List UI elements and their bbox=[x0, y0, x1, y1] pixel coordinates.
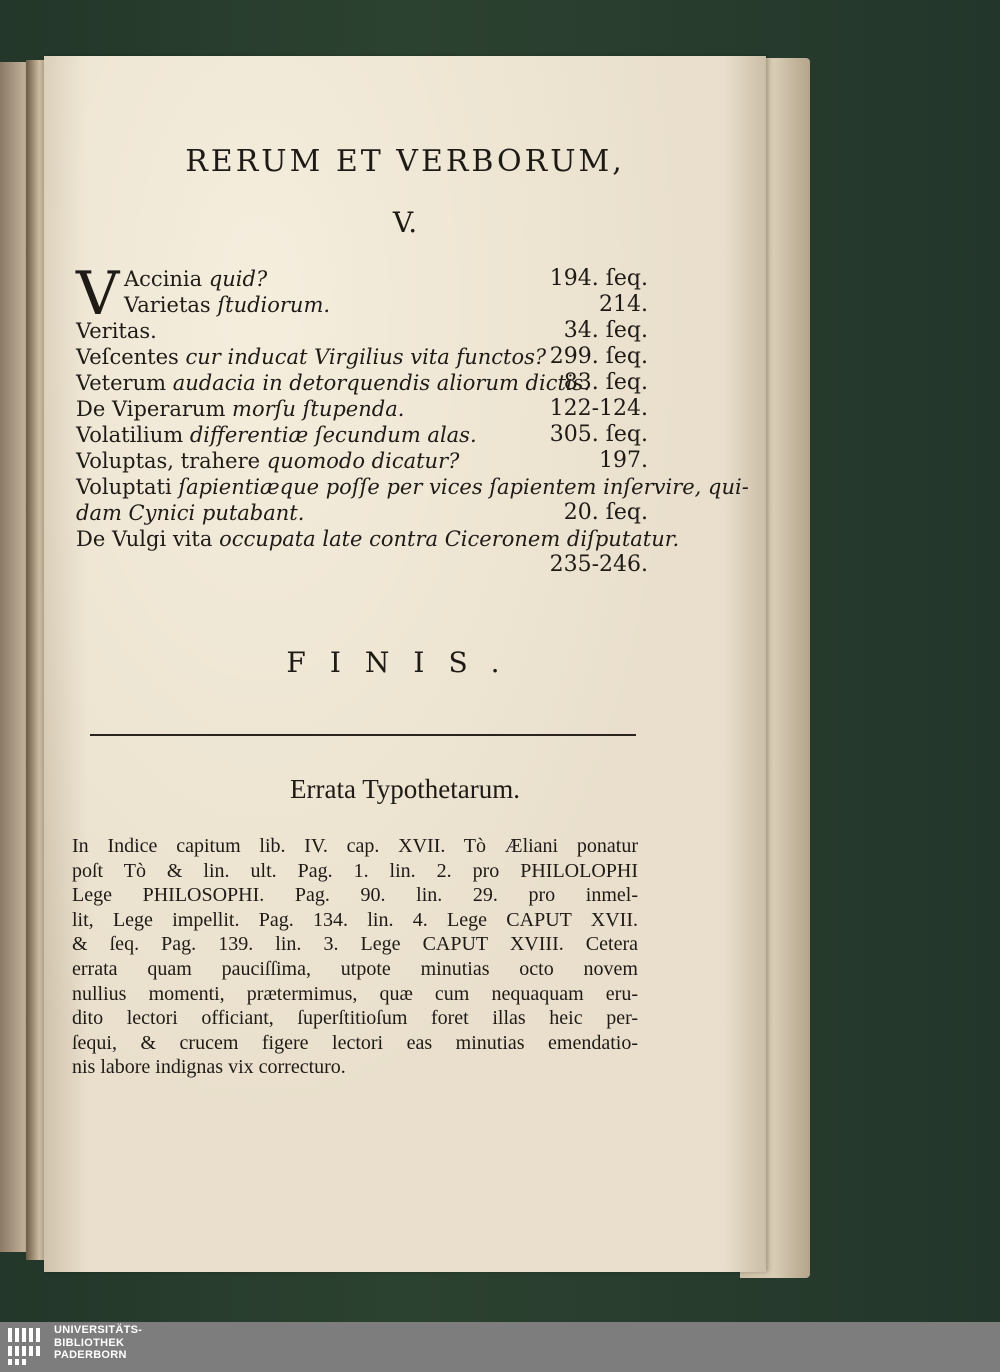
entry-text: Veſcentes bbox=[76, 345, 186, 369]
finis-label: FINIS. bbox=[286, 646, 524, 679]
index-entry bbox=[76, 396, 648, 422]
entry-italic: ſapientiæque poſſe per vices ſapientem inſervire, qui- bbox=[178, 475, 749, 499]
entry-italic: dam Cynici putabant. bbox=[76, 501, 305, 525]
entry-text: Varietas bbox=[124, 293, 218, 317]
index-entry bbox=[76, 292, 648, 318]
entry-italic: morſu ſtupenda. bbox=[232, 397, 405, 421]
entry-page: 197. bbox=[599, 448, 648, 473]
entry-text: Accinia bbox=[124, 267, 209, 291]
entry-page: 214. bbox=[599, 292, 648, 317]
page-heading: RERUM ET VERBORUM, bbox=[185, 144, 625, 179]
errata-line: poſt Tò & lin. ult. Pag. 1. lin. 2. pro PHILOLOPHI bbox=[72, 859, 638, 882]
library-name-line: PADERBORN bbox=[54, 1349, 127, 1361]
errata-line: nis labore indignas vix correcturo. bbox=[72, 1056, 346, 1079]
library-logo-icon bbox=[6, 1326, 46, 1368]
index-entry bbox=[76, 552, 648, 578]
library-name-line: UNIVERSITÄTS- bbox=[54, 1324, 143, 1336]
entry-page: 34. ſeq. bbox=[563, 318, 648, 343]
entry-page: 194. ſeq. bbox=[549, 266, 648, 291]
errata-line: errata quam pauciſſima, utpote minutias octo novem bbox=[72, 957, 638, 980]
index-entry bbox=[76, 344, 648, 370]
index-entry bbox=[76, 526, 680, 552]
entry-italic: quomodo dicatur? bbox=[266, 449, 460, 473]
index-entry bbox=[76, 474, 749, 500]
errata-line: ſequi, & crucem figere lectori eas minutias emendatio- bbox=[72, 1031, 638, 1054]
book-page bbox=[44, 56, 766, 1272]
errata-line: & ſeq. Pag. 139. lin. 3. Lege CAPUT XVIII. Cetera bbox=[72, 933, 638, 956]
entry-text: De Vulgi vita bbox=[76, 527, 220, 551]
index-entry bbox=[76, 500, 648, 526]
index-entry bbox=[76, 318, 648, 344]
index-entry bbox=[76, 448, 648, 474]
entry-page: 235-246. bbox=[549, 552, 648, 577]
index-entries bbox=[76, 259, 749, 578]
index-entry bbox=[76, 370, 648, 396]
entry-text: De Viperarum bbox=[76, 397, 233, 421]
horizontal-rule bbox=[90, 734, 636, 736]
entry-italic: ſtudiorum. bbox=[217, 293, 331, 317]
entry-italic: differentiæ ſecundum alas. bbox=[189, 423, 477, 447]
entry-text: Voluptati bbox=[76, 475, 179, 499]
entry-page: 20. ſeq. bbox=[563, 500, 648, 525]
errata-text bbox=[72, 834, 638, 1080]
entry-italic: cur inducat Virgilius vita functos? bbox=[185, 345, 547, 369]
library-footer bbox=[0, 1322, 1000, 1372]
section-letter: V. bbox=[392, 206, 418, 239]
errata-line: Lege PHILOSOPHI. Pag. 90. lin. 29. pro inmel- bbox=[72, 884, 638, 907]
errata-line: nullius momenti, prætermimus, quæ cum nequaquam eru- bbox=[72, 982, 638, 1005]
index-entry bbox=[76, 266, 648, 292]
errata-line: In Indice capitum lib. IV. cap. XVII. Tò Æliani ponatur bbox=[72, 835, 638, 857]
entry-page: 122-124. bbox=[549, 396, 648, 421]
errata-line: dito lectori officiant, ſuperſtitioſum foret illas heic per- bbox=[72, 1007, 638, 1030]
entry-italic: occupata late contra Ciceronem diſputatur. bbox=[219, 527, 680, 551]
entry-italic: audacia in detorquendis aliorum dictis. bbox=[172, 371, 591, 395]
entry-text: Veritas. bbox=[76, 319, 157, 343]
errata-title: Errata Typothetarum. bbox=[289, 774, 521, 804]
entry-text: Veterum bbox=[76, 371, 173, 395]
library-name-line: BIBLIOTHEK bbox=[54, 1336, 125, 1349]
errata-line: lit, Lege impellit. Pag. 134. lin. 4. Lege CAPUT XVII. bbox=[72, 908, 638, 931]
entry-italic: quid? bbox=[208, 267, 268, 291]
entry-page: 299. ſeq. bbox=[549, 344, 648, 369]
entry-page: 305. ſeq. bbox=[549, 422, 648, 447]
entry-text: Volatilium bbox=[76, 423, 190, 447]
entry-page: 83. ſeq. bbox=[563, 370, 648, 395]
drop-cap: V bbox=[76, 259, 120, 329]
index-entry bbox=[76, 422, 648, 448]
entry-text: Voluptas, trahere bbox=[76, 449, 267, 473]
library-name bbox=[54, 1324, 142, 1362]
